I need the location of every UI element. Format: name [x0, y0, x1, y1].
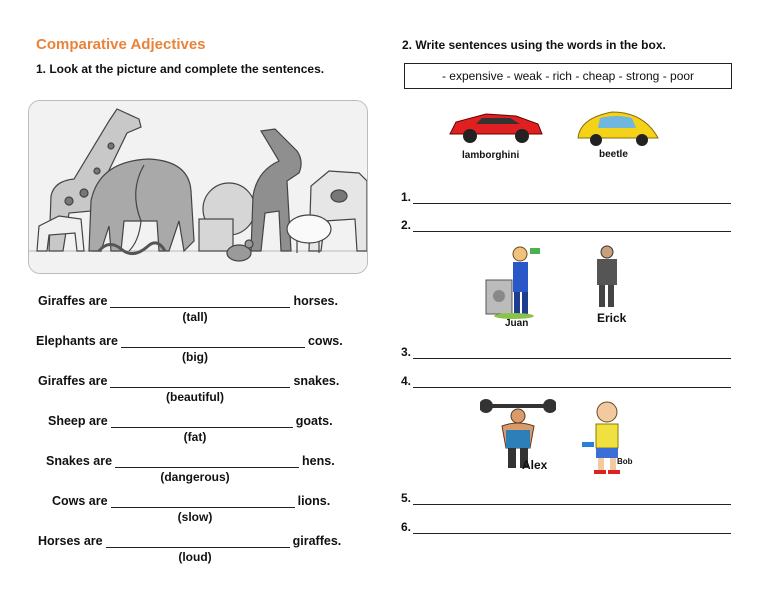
sentence-end: hens.: [302, 454, 335, 468]
sentence-start: Giraffes are: [38, 374, 108, 388]
sentence-start: Horses are: [38, 534, 103, 548]
answer-blank[interactable]: [121, 335, 305, 348]
answer-blank[interactable]: [115, 455, 299, 468]
beetle-image: [572, 104, 664, 148]
word-box: - expensive - weak - rich - cheap - strong - poor: [404, 63, 732, 89]
answer-blank[interactable]: [111, 415, 293, 428]
sentence-item: [30, 532, 370, 572]
lamborghini-caption: lamborghini: [462, 150, 520, 161]
adjective-hint: (big): [182, 350, 208, 364]
beetle-caption: beetle: [599, 149, 628, 160]
sentence-end: horses.: [293, 294, 338, 308]
exercise-1-instruction: 1. Look at the picture and complete the sentences.: [36, 62, 325, 76]
sentence-start: Elephants are: [36, 334, 118, 348]
juan-image: [484, 244, 544, 320]
answer-blank[interactable]: [110, 295, 290, 308]
sentence-item: [30, 412, 370, 452]
alex-caption: Alex: [522, 458, 548, 472]
answer-blank[interactable]: [111, 495, 295, 508]
adjective-hint: (beautiful): [166, 390, 224, 404]
adjective-hint: (tall): [182, 310, 208, 324]
sentence-start: Snakes are: [46, 454, 113, 468]
sentence-end: giraffes.: [292, 534, 342, 548]
sentence-end: goats.: [295, 414, 333, 428]
answer-blank[interactable]: [106, 535, 290, 548]
juan-caption: Juan: [505, 318, 529, 329]
sentence-start: Giraffes are: [38, 294, 108, 308]
sentence-item: [30, 372, 370, 412]
adjective-hint: (dangerous): [160, 470, 230, 484]
answer-line-5[interactable]: 5.: [401, 491, 731, 505]
lamborghini-image: [446, 104, 546, 146]
erick-caption: Erick: [597, 311, 627, 325]
answer-line-3[interactable]: 3.: [401, 345, 731, 359]
sentence-end: snakes.: [293, 374, 340, 388]
sentence-item: [30, 452, 370, 492]
answer-blank[interactable]: [110, 375, 290, 388]
sentence-end: lions.: [297, 494, 331, 508]
animals-picture: [28, 100, 368, 274]
answer-line-4[interactable]: 4.: [401, 374, 731, 388]
worksheet-title: Comparative Adjectives: [36, 36, 206, 53]
answer-line-2[interactable]: 2.: [401, 218, 731, 232]
sentence-end: cows.: [307, 334, 343, 348]
answer-line-1[interactable]: 1.: [401, 190, 731, 204]
sentence-item: [30, 292, 370, 332]
adjective-hint: (loud): [178, 550, 212, 564]
exercise-2-instruction: 2. Write sentences using the words in the box.: [402, 38, 666, 52]
erick-image: [592, 244, 622, 310]
sentence-list: [30, 292, 370, 572]
adjective-hint: (slow): [177, 510, 213, 524]
answer-line-6[interactable]: 6.: [401, 520, 731, 534]
bob-caption: Bob: [617, 457, 633, 466]
sentence-item: [30, 492, 370, 532]
adjective-hint: (fat): [183, 430, 207, 444]
sentence-start: Cows are: [52, 494, 108, 508]
sentence-start: Sheep are: [48, 414, 108, 428]
sentence-item: [30, 332, 370, 372]
